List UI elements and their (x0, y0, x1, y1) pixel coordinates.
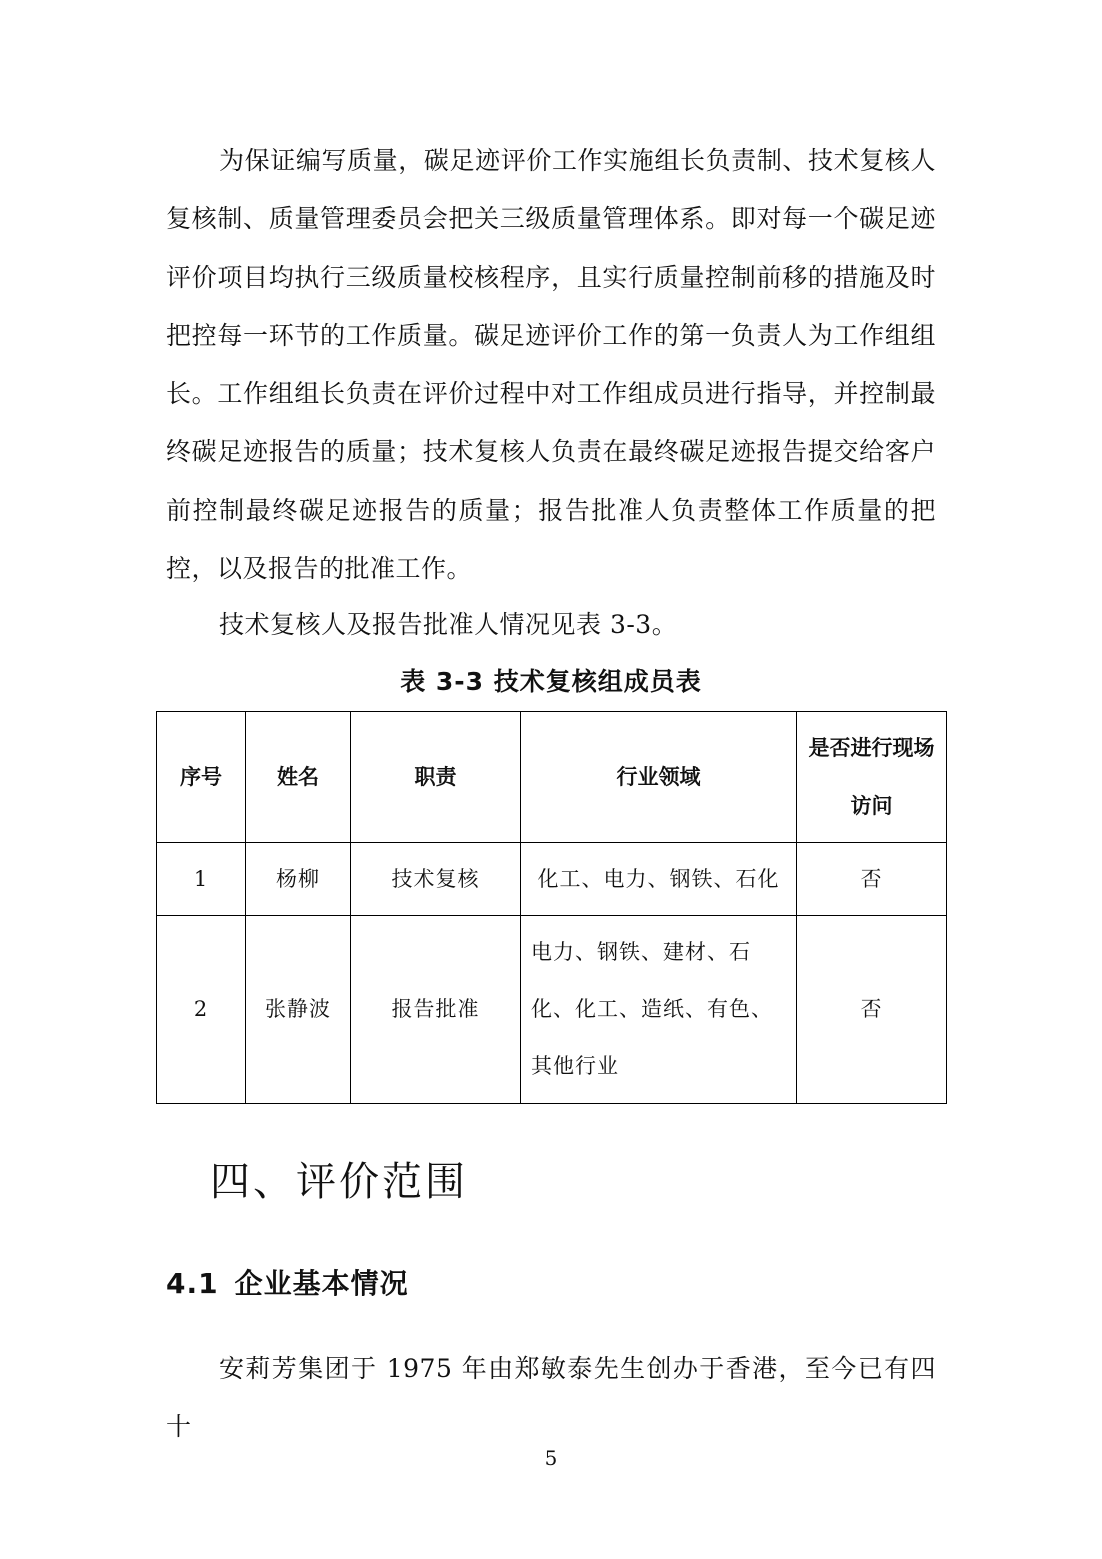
cell-index: 1 (157, 843, 246, 916)
cell-site-visit: 否 (797, 843, 947, 916)
table-row (157, 843, 947, 916)
subsection-title: 企业基本情况 (234, 1267, 409, 1300)
cell-industry: 电力、钢铁、建材、石化、化工、造纸、有色、其他行业 (521, 916, 797, 1104)
header-site-visit: 是否进行现场访问 (797, 712, 947, 843)
header-name: 姓名 (246, 712, 351, 843)
cell-name: 杨柳 (246, 843, 351, 916)
cell-index: 2 (157, 916, 246, 1104)
cell-industry: 化工、电力、钢铁、石化 (521, 843, 797, 916)
body-paragraph-quality: 为保证编写质量，碳足迹评价工作实施组长负责制、技术复核人复核制、质量管理委员会把关三级质量管理体系。即对每一个碳足迹评价项目均执行三级质量校核程序，且实行质量控制前移的措施及时把控每一环节的工作质量。碳足迹评价工作的第一负责人为工作组组长。工作组组长负责在评价过程中对工作组成员进行指导，并控制最终碳足迹报告的质量；技术复核人负责在最终碳足迹报告提交给客户前控制最终碳足迹报告的质量；报告批准人负责整体工作质量的把控，以及报告的批准工作。 (166, 146, 936, 584)
review-team-table (156, 711, 947, 1104)
header-duty: 职责 (351, 712, 521, 843)
header-industry: 行业领域 (521, 712, 797, 843)
cell-name: 张静波 (246, 916, 351, 1104)
cell-duty: 报告批准 (351, 916, 521, 1104)
table-row (157, 916, 947, 1104)
subsection-heading (166, 1262, 409, 1302)
body-paragraph-table-reference: 技术复核人及报告批准人情况见表 3-3。 (219, 610, 678, 639)
section-heading: 四、评价范围 (210, 1159, 468, 1205)
cell-duty: 技术复核 (351, 843, 521, 916)
body-paragraph-company: 安莉芳集团于 1975 年由郑敏泰先生创办于香港，至今已有四十 (166, 1354, 936, 1442)
page-number: 5 (544, 1446, 558, 1470)
table-header-row (157, 712, 947, 843)
table-caption: 表 3-3 技术复核组成员表 (400, 667, 702, 696)
subsection-number: 4.1 (166, 1267, 219, 1300)
cell-site-visit: 否 (797, 916, 947, 1104)
header-index: 序号 (157, 712, 246, 843)
